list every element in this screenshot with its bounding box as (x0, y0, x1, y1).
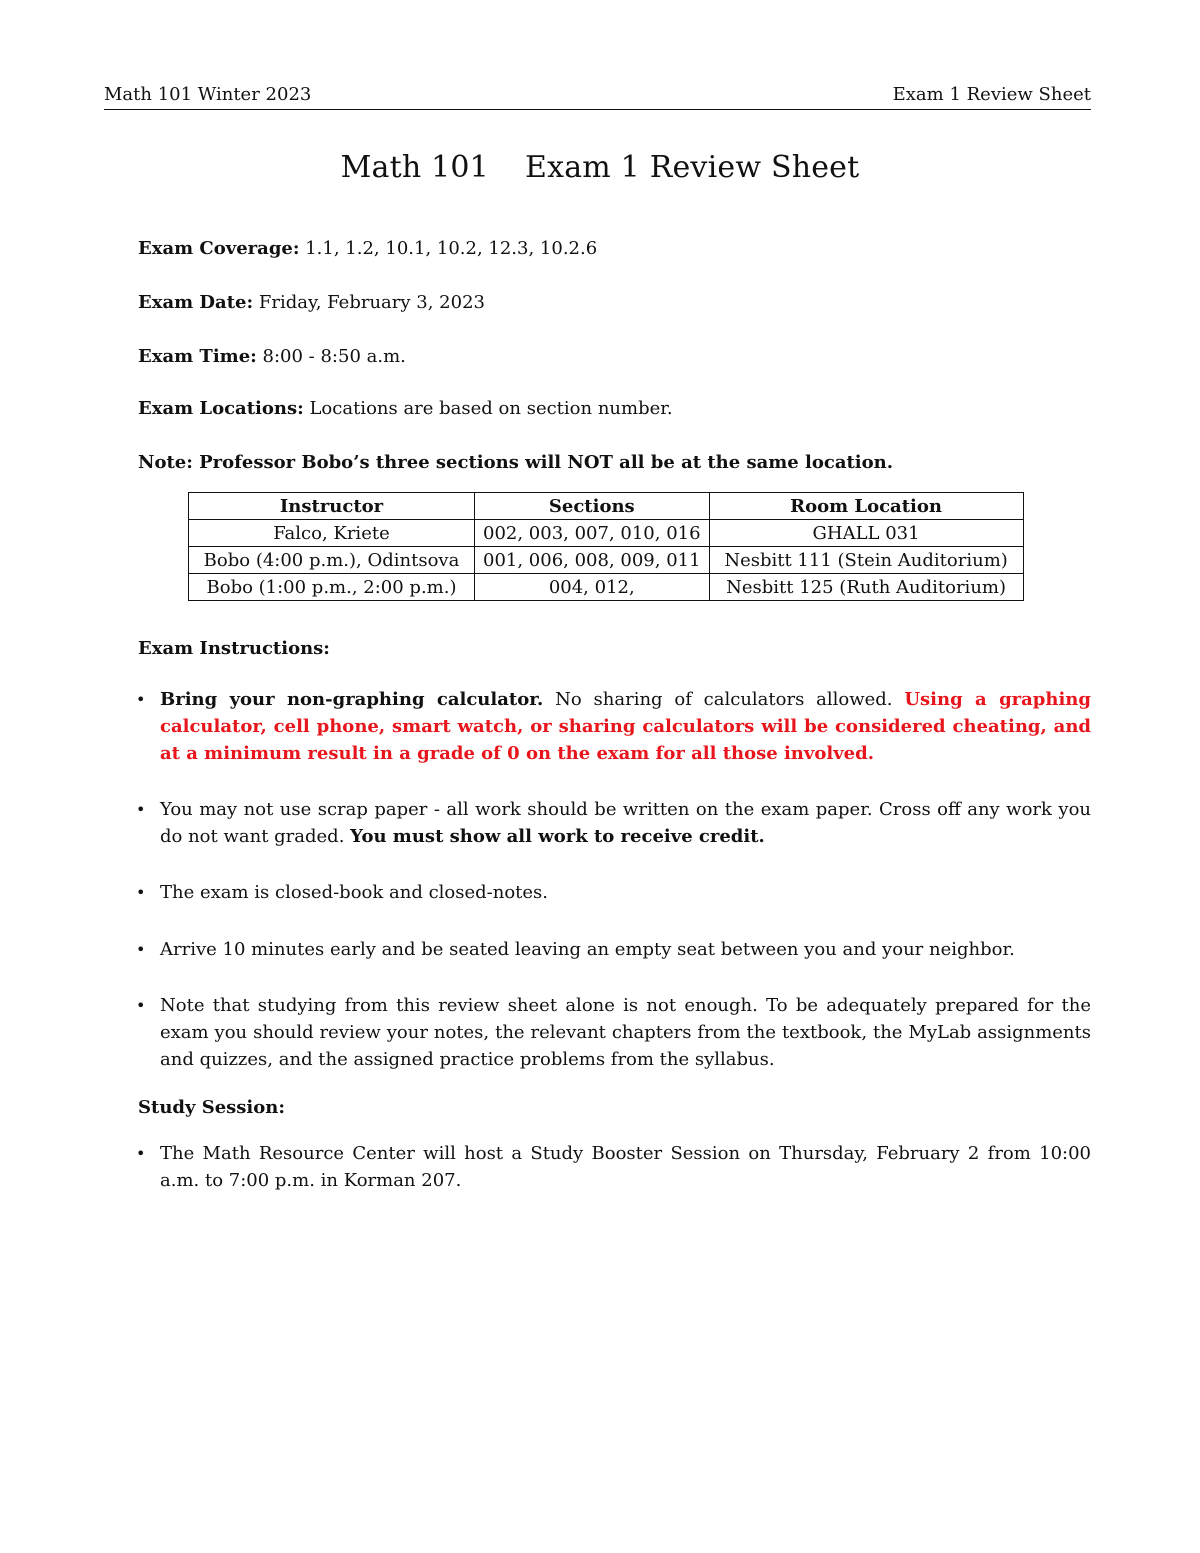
list-item-text (160, 796, 1091, 850)
list-item-bold-text: You must show all work to receive credit. (350, 826, 765, 847)
table-row (189, 520, 1024, 547)
cell-room-location: Nesbitt 111 (Stein Auditorium) (709, 547, 1023, 574)
cell-instructor: Bobo (1:00 p.m., 2:00 p.m.) (189, 574, 475, 601)
bullet-icon: • (136, 996, 146, 1015)
column-header-sections: Sections (475, 493, 710, 520)
exam-locations-value: Locations are based on section number. (303, 398, 673, 419)
exam-coverage (138, 238, 597, 259)
cell-instructor: Bobo (4:00 p.m.), Odintsova (189, 547, 475, 574)
list-item-text (160, 686, 1091, 767)
cell-instructor: Falco, Kriete (189, 520, 475, 547)
list-item-plain-text: You may not use scrap paper - all work should be written on the exam paper. Cross off any work you do not want graded. (160, 799, 1091, 847)
cell-room-location: GHALL 031 (709, 520, 1023, 547)
page-title (0, 150, 1200, 185)
title-name: Exam 1 Review Sheet (524, 150, 860, 185)
header-document-name: Exam 1 Review Sheet (892, 84, 1091, 105)
exam-time-value: 8:00 - 8:50 a.m. (256, 346, 406, 367)
exam-time (138, 346, 406, 367)
exam-date (138, 292, 485, 313)
exam-coverage-label: Exam Coverage: (138, 238, 300, 259)
exam-instructions-heading: Exam Instructions: (138, 638, 330, 659)
bullet-icon: • (136, 690, 146, 709)
cell-sections: 004, 012, (475, 574, 710, 601)
list-item (136, 936, 1091, 963)
table-row (189, 574, 1024, 601)
list-item (136, 1140, 1091, 1194)
column-header-instructor: Instructor (189, 493, 475, 520)
list-item-text: Arrive 10 minutes early and be seated leaving an empty seat between you and your neighbor. (160, 939, 1015, 960)
bullet-icon: • (136, 883, 146, 902)
cell-sections: 002, 003, 007, 010, 016 (475, 520, 710, 547)
table-header-row (189, 493, 1024, 520)
list-item (136, 796, 1091, 850)
list-item-bold-text: Bring your non-graphing calculator. (160, 689, 544, 710)
header-course-term: Math 101 Winter 2023 (104, 84, 312, 105)
exam-date-label: Exam Date: (138, 292, 254, 313)
list-item (136, 686, 1091, 767)
list-item-text: Note that studying from this review sheet alone is not enough. To be adequately prepared for the exam you should review your notes, the relevant chapters from the textbook, the MyLab assignments and quizzes, and the assigned practice problems from the syllabus. (160, 995, 1091, 1070)
exam-locations (138, 398, 673, 419)
header-rule (104, 109, 1091, 110)
study-session-heading: Study Session: (138, 1097, 286, 1118)
running-header (104, 84, 1091, 105)
exam-date-value: Friday, February 3, 2023 (253, 292, 485, 313)
list-item (136, 879, 1091, 906)
location-note: Note: Professor Bobo’s three sections will NOT all be at the same location. (138, 452, 893, 473)
column-header-room-location: Room Location (709, 493, 1023, 520)
bullet-icon: • (136, 800, 146, 819)
bullet-icon: • (136, 940, 146, 959)
cell-sections: 001, 006, 008, 009, 011 (475, 547, 710, 574)
list-item-text: The exam is closed-book and closed-notes. (160, 882, 549, 903)
title-course: Math 101 (340, 150, 489, 185)
exam-time-label: Exam Time: (138, 346, 257, 367)
locations-table (188, 492, 1024, 601)
exam-coverage-value: 1.1, 1.2, 10.1, 10.2, 12.3, 10.2.6 (299, 238, 598, 259)
bullet-icon: • (136, 1144, 146, 1163)
table-row (189, 547, 1024, 574)
cell-room-location: Nesbitt 125 (Ruth Auditorium) (709, 574, 1023, 601)
cheating-warning-text: Using a graphing calculator, cell phone, smart watch, or sharing calculators will be considered cheating, and at a minimum result in a grade of 0 on the exam for all those involved. (160, 689, 1091, 764)
list-item (136, 992, 1091, 1073)
exam-locations-label: Exam Locations: (138, 398, 304, 419)
list-item-plain-text: No sharing of calculators allowed. (543, 689, 905, 710)
list-item-text: The Math Resource Center will host a Study Booster Session on Thursday, February 2 from 10:00 a.m. to 7:00 p.m. in Korman 207. (160, 1143, 1091, 1191)
